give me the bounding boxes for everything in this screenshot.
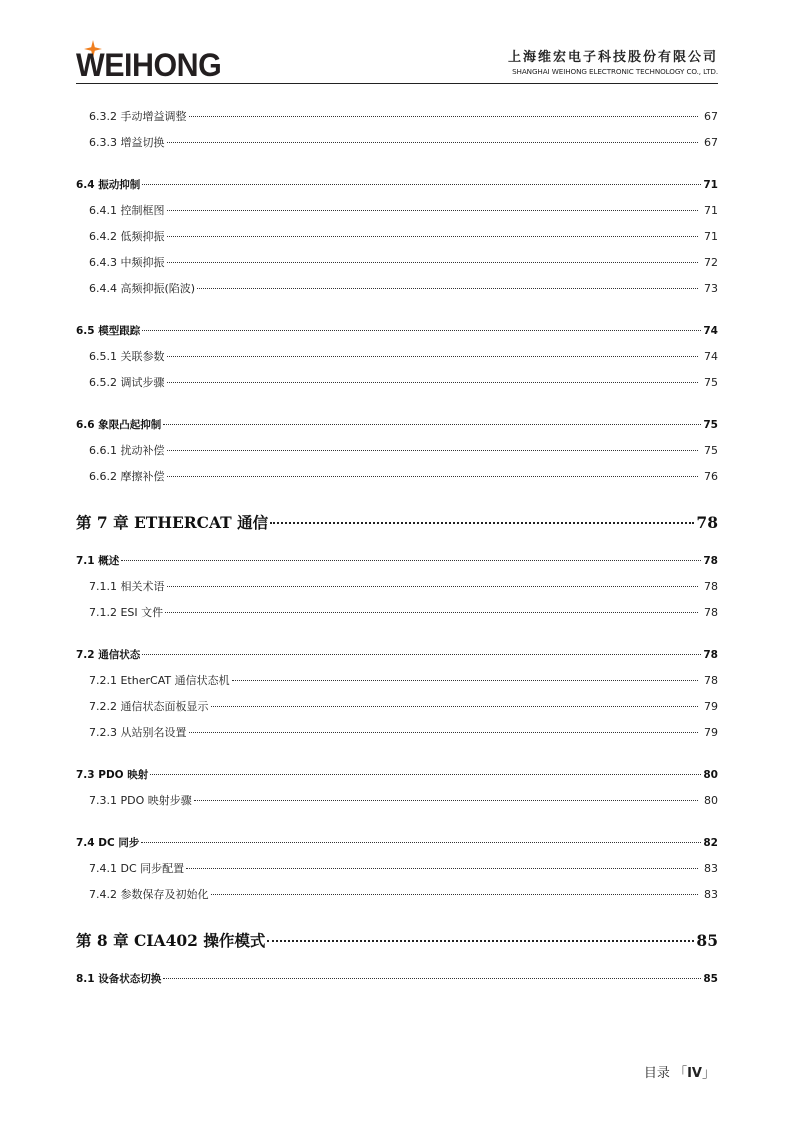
toc-entry-title: 6.6.2 摩擦补偿: [89, 470, 165, 483]
table-of-contents: [76, 104, 718, 992]
header-divider: [76, 83, 718, 84]
toc-entry-sub[interactable]: [76, 788, 718, 814]
toc-entry-title: 7.1.2 ESI 文件: [89, 606, 164, 619]
toc-entry-sub[interactable]: [76, 344, 718, 370]
toc-entry-sub[interactable]: [76, 104, 718, 130]
toc-entry-title: 7.3.1 PDO 映射步骤: [89, 794, 192, 807]
toc-entry-sub[interactable]: [76, 668, 718, 694]
toc-entry-page: 79: [704, 700, 718, 713]
dot-leader: [211, 894, 699, 895]
toc-entry-title: 7.2.3 从站别名设置: [89, 726, 187, 739]
toc-entry-page: 80: [703, 769, 718, 781]
dot-leader: [167, 356, 699, 357]
toc-entry-title: 6.3.2 手动增益调整: [89, 110, 187, 123]
dot-leader: [167, 142, 699, 143]
toc-entry-title: 6.4.3 中频抑振: [89, 256, 165, 269]
toc-entry-sec[interactable]: [76, 830, 718, 856]
toc-entry-page: 75: [704, 376, 718, 389]
toc-entry-page: 72: [704, 256, 718, 269]
toc-entry-sec[interactable]: [76, 318, 718, 344]
toc-entry-sub[interactable]: [76, 370, 718, 396]
page-footer: [644, 1062, 715, 1081]
dot-leader: [167, 382, 699, 383]
toc-entry-page: 74: [704, 350, 718, 363]
company-name-en: SHANGHAI WEIHONG ELECTRONIC TECHNOLOGY CO., LTD.: [512, 67, 718, 76]
weihong-logo: [76, 48, 229, 82]
dot-leader: [189, 116, 699, 117]
toc-entry-title: 6.5 模型跟踪: [76, 325, 141, 337]
dot-leader: [186, 868, 698, 869]
toc-entry-page: 74: [703, 325, 718, 337]
toc-entry-title: 7.4.1 DC 同步配置: [89, 862, 185, 875]
company-name-cn: 上海维宏电子科技股份有限公司: [507, 50, 718, 65]
toc-entry-page: 67: [704, 110, 718, 123]
dot-leader: [194, 800, 698, 801]
toc-entry-page: 83: [704, 862, 718, 875]
toc-entry-page: 83: [704, 888, 718, 901]
toc-entry-title: 6.5.1 关联参数: [89, 350, 165, 363]
toc-entry-title: 7.4 DC 同步: [76, 837, 140, 849]
dot-leader: [167, 450, 699, 451]
toc-entry-sub[interactable]: [76, 694, 718, 720]
toc-entry-sub[interactable]: [76, 882, 718, 908]
toc-entry-page: 71: [704, 230, 718, 243]
toc-entry-title: 第 8 章 CIA402 操作模式: [76, 931, 266, 950]
dot-leader: [142, 184, 701, 185]
toc-entry-title: 第 7 章 ETHERCAT 通信: [76, 513, 269, 532]
toc-entry-sub[interactable]: [76, 438, 718, 464]
toc-entry-page: 71: [704, 204, 718, 217]
toc-entry-sub[interactable]: [76, 856, 718, 882]
dot-leader: [270, 522, 694, 524]
dot-leader: [121, 560, 701, 561]
toc-entry-sub[interactable]: [76, 224, 718, 250]
toc-entry-sub[interactable]: [76, 250, 718, 276]
toc-entry-page: 76: [704, 470, 718, 483]
dot-leader: [142, 654, 701, 655]
toc-entry-title: 7.3 PDO 映射: [76, 769, 149, 781]
toc-entry-page: 67: [704, 136, 718, 149]
toc-entry-title: 7.2.2 通信状态面板显示: [89, 700, 209, 713]
toc-entry-sec[interactable]: [76, 412, 718, 438]
dot-leader: [197, 288, 698, 289]
toc-entry-page: 73: [704, 282, 718, 295]
toc-entry-chap[interactable]: [76, 926, 718, 956]
dot-leader: [163, 978, 701, 979]
toc-entry-page: 85: [703, 973, 718, 985]
toc-entry-page: 71: [703, 179, 718, 191]
dot-leader: [267, 940, 694, 942]
dot-leader: [163, 424, 701, 425]
dot-leader: [167, 262, 699, 263]
toc-entry-sub[interactable]: [76, 600, 718, 626]
toc-entry-title: 6.6.1 扰动补偿: [89, 444, 165, 457]
dot-leader: [142, 330, 701, 331]
toc-entry-page: 78: [704, 580, 718, 593]
toc-entry-page: 79: [704, 726, 718, 739]
toc-entry-chap[interactable]: [76, 508, 718, 538]
toc-entry-page: 78: [703, 649, 718, 661]
toc-entry-sec[interactable]: [76, 548, 718, 574]
toc-entry-page: 75: [703, 419, 718, 431]
toc-entry-page: 82: [703, 837, 718, 849]
dot-leader: [150, 774, 701, 775]
page-header: [76, 38, 718, 84]
dot-leader: [232, 680, 698, 681]
dot-leader: [167, 236, 699, 237]
toc-entry-title: 7.1 概述: [76, 555, 120, 567]
footer-label: 目录: [643, 1066, 670, 1081]
toc-entry-page: 80: [704, 794, 718, 807]
toc-entry-page: 78: [703, 555, 718, 567]
toc-entry-sub[interactable]: [76, 130, 718, 156]
toc-entry-sec[interactable]: [76, 966, 718, 992]
toc-entry-title: 6.4.1 控制框图: [89, 204, 165, 217]
toc-entry-title: 6.6 象限凸起抑制: [76, 419, 162, 431]
toc-entry-title: 8.1 设备状态切换: [76, 973, 162, 985]
toc-entry-title: 6.4.4 高频抑振(陷波): [89, 282, 196, 295]
toc-entry-title: 7.1.1 相关术语: [89, 580, 165, 593]
dot-leader: [167, 586, 699, 587]
page-number: IV: [687, 1066, 702, 1081]
logo-wordmark: WEIHONG: [76, 47, 222, 83]
toc-entry-sec[interactable]: [76, 172, 718, 198]
toc-entry-sub[interactable]: [76, 464, 718, 490]
company-name: [508, 50, 718, 78]
toc-entry-title: 7.4.2 参数保存及初始化: [89, 888, 209, 901]
toc-entry-page: 85: [696, 931, 718, 950]
toc-entry-page: 78: [704, 606, 718, 619]
toc-entry-page: 78: [704, 674, 718, 687]
toc-entry-sec[interactable]: [76, 762, 718, 788]
toc-entry-page: 78: [696, 513, 718, 532]
dot-leader: [141, 842, 701, 843]
dot-leader: [211, 706, 699, 707]
toc-entry-title: 7.2.1 EtherCAT 通信状态机: [89, 674, 230, 687]
toc-entry-title: 6.5.2 调试步骤: [89, 376, 165, 389]
footer-open-bracket: 「: [674, 1066, 688, 1081]
toc-entry-sub[interactable]: [76, 720, 718, 746]
toc-entry-sub[interactable]: [76, 574, 718, 600]
dot-leader: [167, 210, 699, 211]
toc-entry-title: 7.2 通信状态: [76, 649, 141, 661]
dot-leader: [167, 476, 699, 477]
dot-leader: [189, 732, 699, 733]
toc-entry-title: 6.4.2 低频抑振: [89, 230, 165, 243]
toc-entry-sub[interactable]: [76, 198, 718, 224]
toc-entry-sub[interactable]: [76, 276, 718, 302]
toc-entry-title: 6.3.3 增益切换: [89, 136, 165, 149]
toc-entry-title: 6.4 振动抑制: [76, 179, 141, 191]
footer-close-bracket: 」: [701, 1066, 715, 1081]
toc-entry-page: 75: [704, 444, 718, 457]
toc-entry-sec[interactable]: [76, 642, 718, 668]
dot-leader: [165, 612, 698, 613]
